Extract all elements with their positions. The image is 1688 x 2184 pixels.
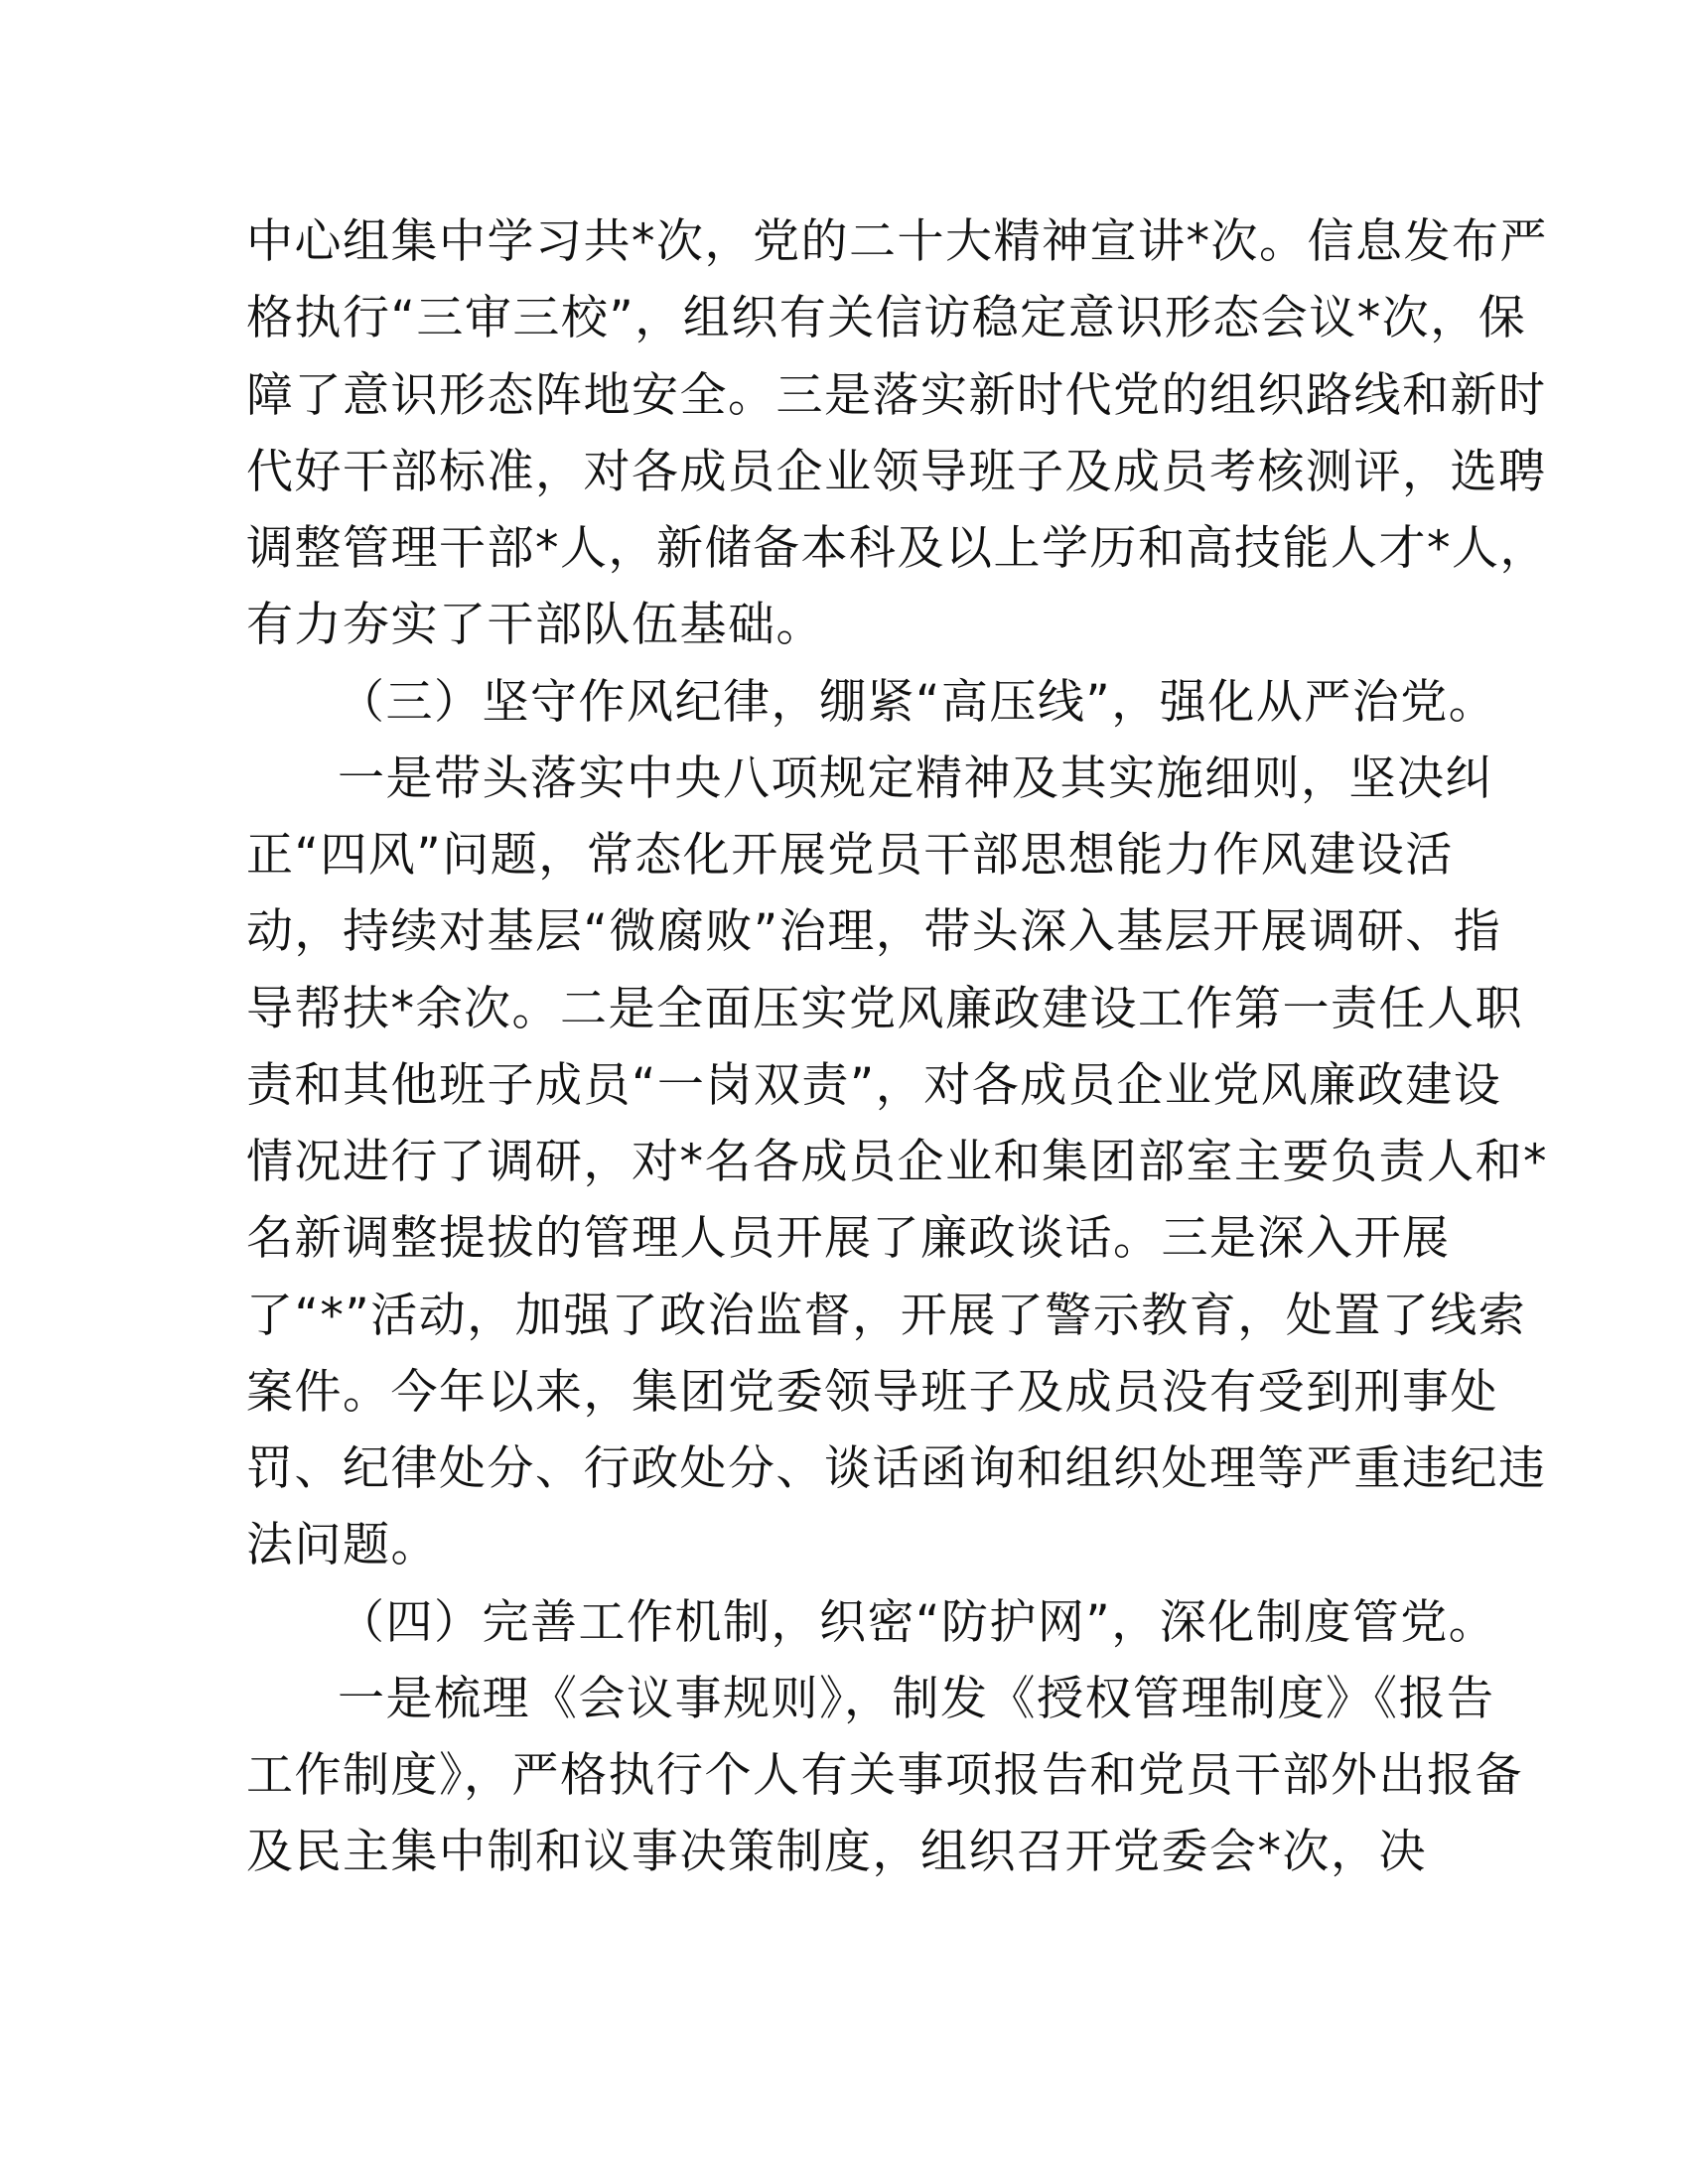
body-text-line: 障了意识形态阵地安全。三是落实新时代党的组织路线和新时 — [246, 368, 1547, 423]
body-text-line: 一是梳理《会议事规则》，制发《授权管理制度》《报告 — [338, 1672, 1495, 1726]
body-text-line: 格执行“三审三校”，组织有关信访稳定意识形态会议*次，保 — [246, 291, 1527, 345]
body-text-line: 有力夯实了干部队伍基础。 — [246, 598, 824, 652]
body-text-line: 动，持续对基层“微腐败”治理，带头深入基层开展调研、指 — [246, 904, 1502, 959]
body-text-line: 中心组集中学习共*次，党的二十大精神宣讲*次。信息发布严 — [246, 214, 1548, 269]
body-text-line: 工作制度》，严格执行个人有关事项报告和党员干部外出报备 — [246, 1748, 1523, 1803]
body-text-line: 罚、纪律处分、行政处分、谈话函询和组织处理等严重违纪违 — [246, 1441, 1547, 1496]
body-text-line: 导帮扶*余次。二是全面压实党风廉政建设工作第一责任人职 — [246, 982, 1523, 1036]
body-text-line: 案件。今年以来，集团党委领导班子及成员没有受到刑事处 — [246, 1365, 1498, 1420]
body-text-line: 责和其他班子成员“一岗双责”，对各成员企业党风廉政建设 — [246, 1058, 1502, 1113]
body-text-line: 调整管理干部*人，新储备本科及以上学历和高技能人才*人， — [246, 521, 1548, 576]
body-text-line: 及民主集中制和议事决策制度，组织召开党委会*次，决 — [246, 1825, 1427, 1879]
section-heading-3: （三）坚守作风纪律，绷紧“高压线”，强化从严治党。 — [338, 675, 1497, 730]
body-text-line: 名新调整提拔的管理人员开展了廉政谈话。三是深入开展 — [246, 1211, 1451, 1266]
body-text-line: 了“*”活动，加强了政治监督，开展了警示教育，处置了线索 — [246, 1289, 1527, 1343]
body-text-line: 代好干部标准，对各成员企业领导班子及成员考核测评，选聘 — [246, 445, 1547, 499]
body-text-line: 正“四风”问题，常态化开展党员干部思想能力作风建设活 — [246, 828, 1454, 883]
section-heading-4: （四）完善工作机制，织密“防护网”，深化制度管党。 — [338, 1595, 1497, 1650]
body-text-line: 一是带头落实中央八项规定精神及其实施细则，坚决纠 — [338, 751, 1493, 806]
body-text-line: 情况进行了调研，对*名各成员企业和集团部室主要负责人和* — [246, 1135, 1548, 1189]
body-text-line: 法问题。 — [246, 1518, 439, 1572]
